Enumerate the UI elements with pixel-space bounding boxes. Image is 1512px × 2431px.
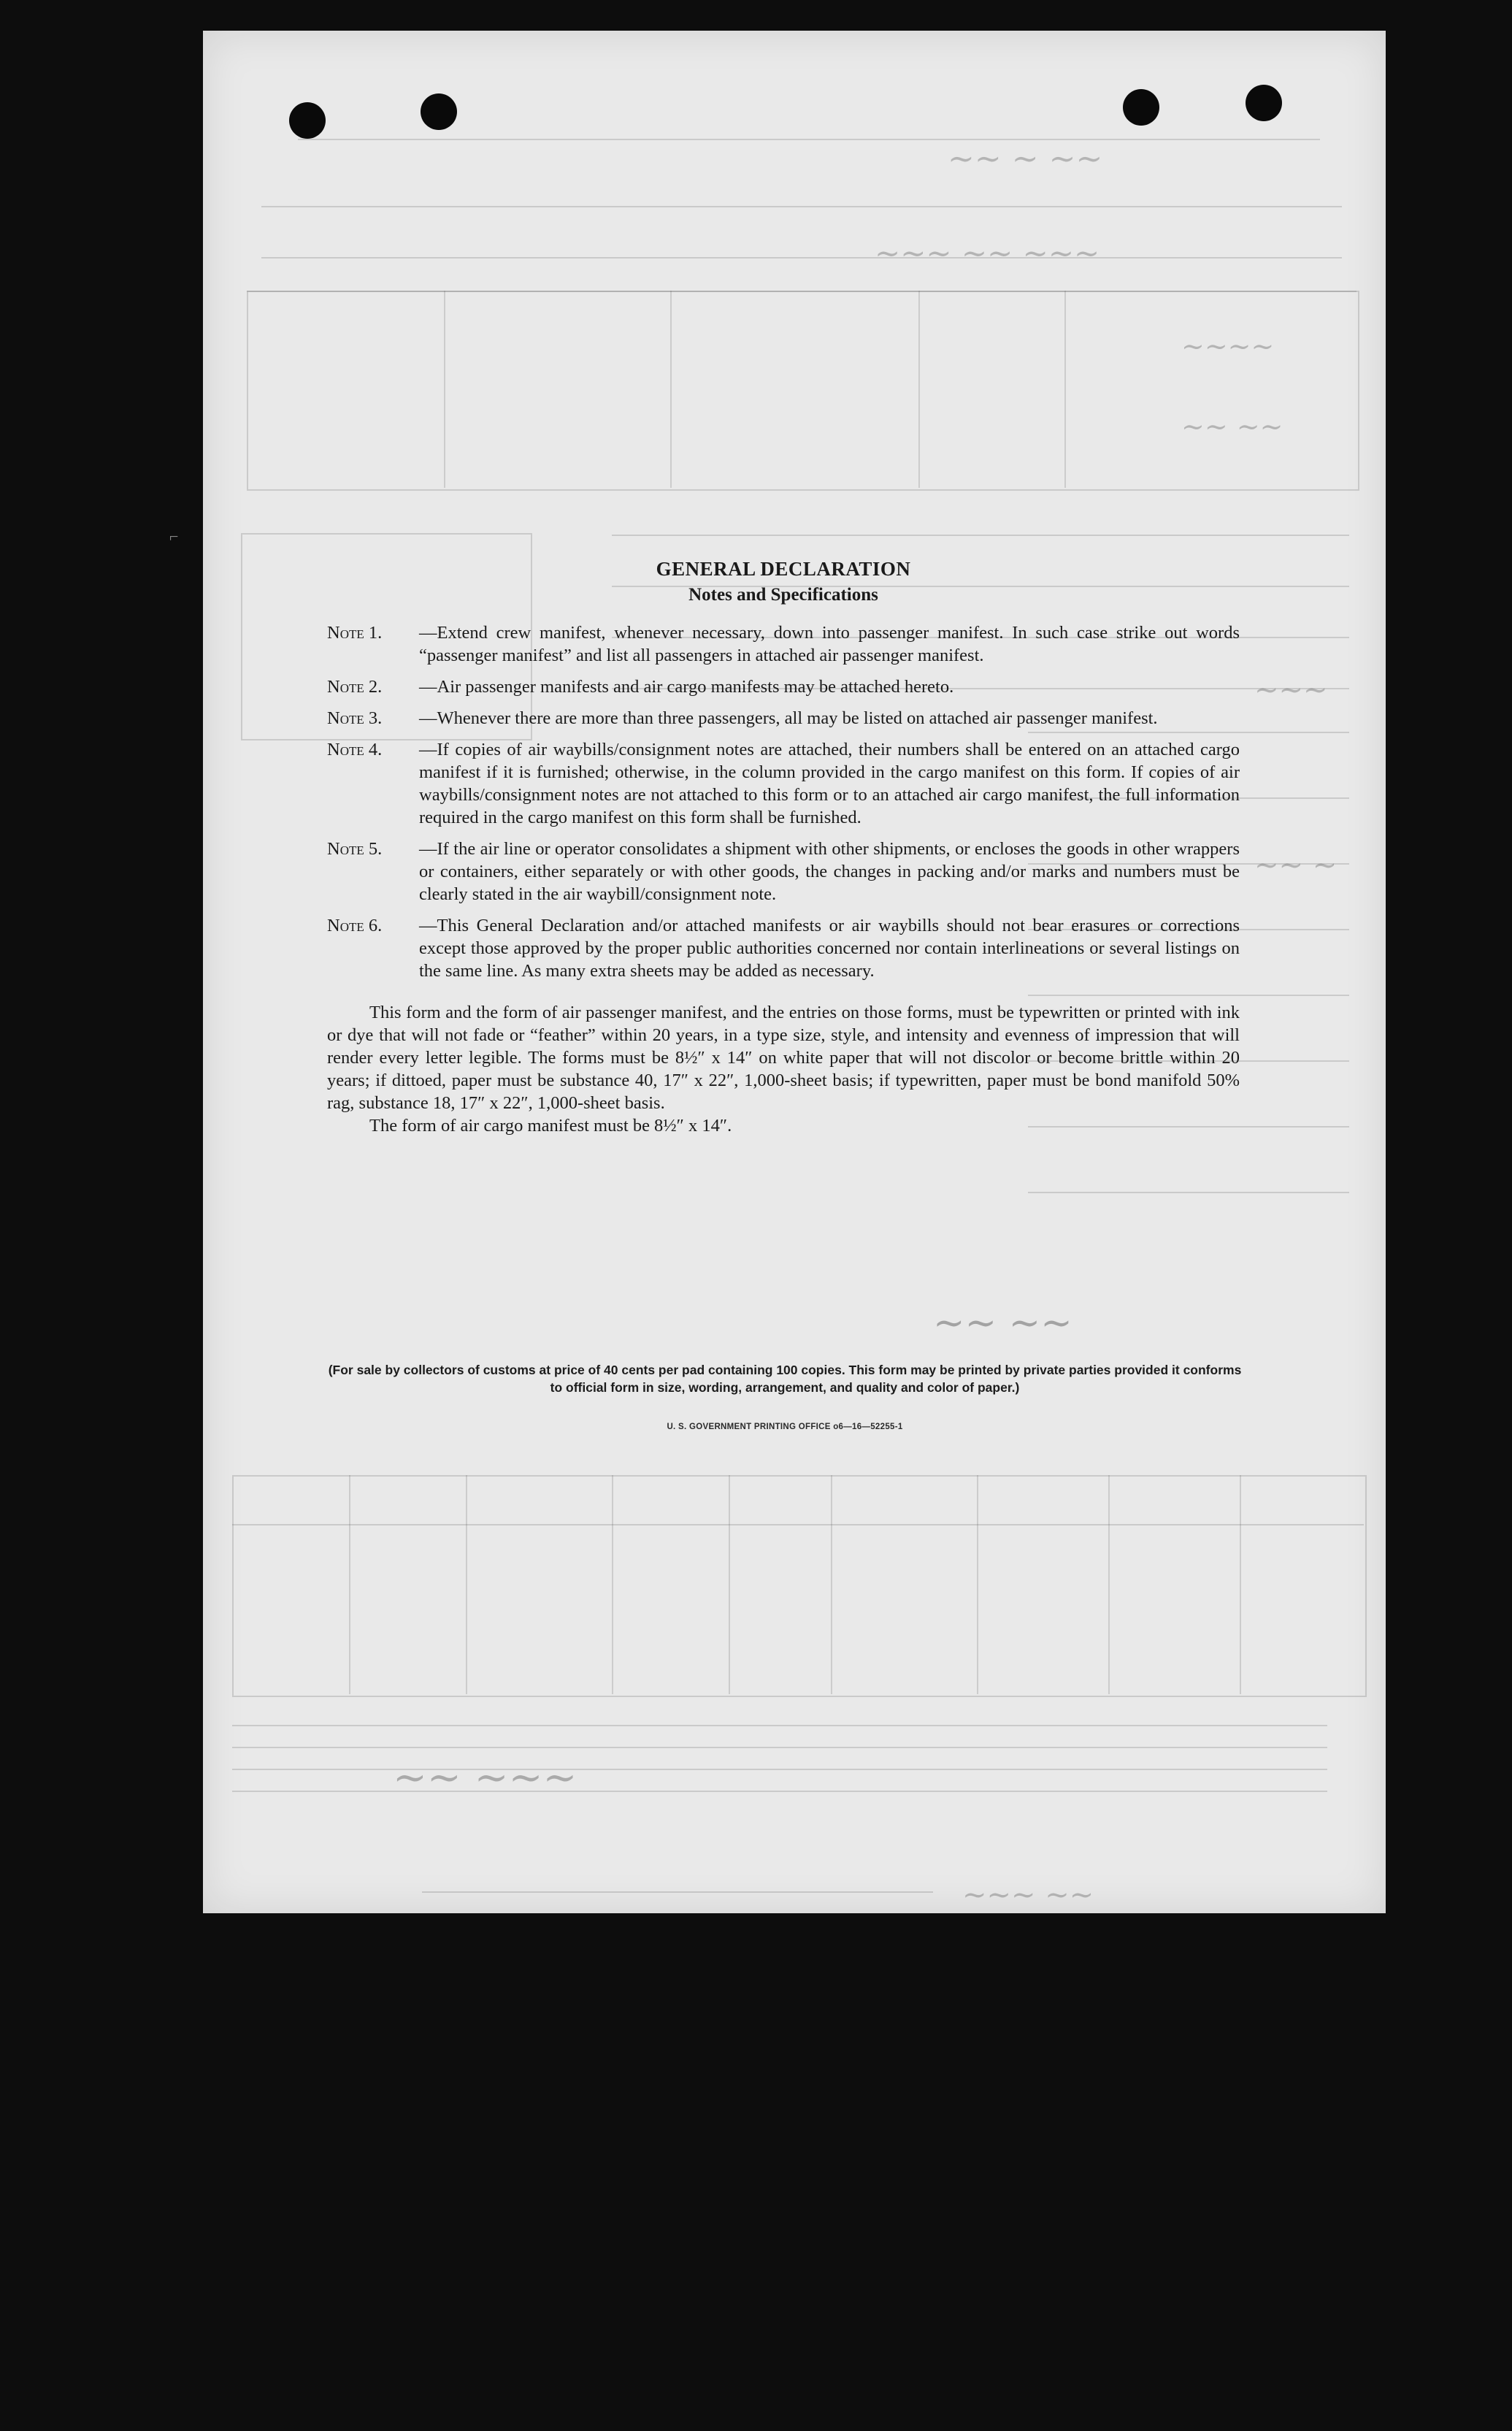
- punch-hole-right-1: [1123, 89, 1159, 126]
- note-text: —This General Declaration and/or attached manifests or air waybills should not bear erasures or corrections except those approved by the proper public authorities concerned nor contain interlineations or several listings on the same line. As many extra sheets may be added as necessary.: [419, 916, 1240, 981]
- note-label: Note 3.: [327, 708, 383, 728]
- note-5: [327, 838, 1240, 906]
- margin-mark: ⌐: [169, 527, 179, 545]
- cargo-manifest-size: The form of air cargo manifest must be 8½″ x 14″.: [369, 1116, 732, 1136]
- note-text: —If copies of air waybills/consignment notes are attached, their numbers shall be entered on an attached cargo manifest if it is furnished; otherwise, in the column provided in the cargo manifest on this form. If copies of air waybills/consignment notes are not attached to this form or to an attached air cargo manifest, the full information required in the cargo manifest on this form shall be furnished.: [419, 740, 1240, 827]
- note-label: Note 6.: [327, 916, 383, 935]
- note-label: Note 1.: [327, 623, 383, 643]
- declaration-heading: GENERAL DECLARATION: [656, 558, 911, 580]
- note-label: Note 2.: [327, 677, 383, 697]
- note-1: [327, 621, 1240, 667]
- note-text: —Extend crew manifest, whenever necessary, down into passenger manifest. In such case strike out words “passenger manifest” and list all passengers in attached air passenger manifest.: [419, 623, 1240, 665]
- note-3: [327, 707, 1240, 730]
- punch-hole-right-2: [1246, 85, 1282, 121]
- notes-section: [327, 558, 1240, 1137]
- form-sheet: ~~ ~ ~~ ~~~ ~~ ~~~ ~~~~ ~~ ~~ ~~~ ~~ ~ ~~ ~~ ~~ ~~~ ~~~ ~~ GENERAL DECLARATION Notes and Specifications Note 1. —Extend crew manifest, whenever necessary, down into passenger manifest. In such case strike out words “passenger manifest” and list all passengers in attached air passenger manifest. Note 2. —Air passenger manifests and air cargo manifests may be attached hereto. Note 3. —Whenever there are more than three passengers, all may be listed on attached air passenger manifest. Note 4. —If copies of air waybills/consignment notes are attached, their numbers shall be entered on an attached cargo manifest if it is furnished; otherwise, in the column provided in the cargo manifest on this form. If copies of air waybills/consignment notes are not attached to this form or to an attached air cargo manifest, the full information required in the cargo manifest on this form shall be furnished. Note 5. —If the air line or operator consolidates a shipment with other shipments, or encloses the goods in other wrappers or containers, either separately or with other goods, the changes in packing and/or marks and numbers must be clearly stated in the air waybill/consignment note. Note 6. —This General Declaration and/or attached manifests or air waybills should not bear erasures or corrections except those approved by the proper public authorities concerned nor contain interlineations or several listings on the same line. As many extra sheets may be added as necessary. This form and the form of air passenger manifest, and the entries on those forms, must be typewritten or printed with ink or dye that will not fade or “feather” within 20 years, in a type size, style, and intensity and evenness of impression that will render every letter legible. The forms must be 8½″ x 14″ on white paper that will not discolor or become brittle within 20 years; if dittoed, paper must be substance 40, 17″ x 22″, 1,000-sheet basis; if typewritten, paper must be bond manifold 50% rag, substance 18, 17″ x 22″, 1,000-sheet basis. The form of air cargo manifest must be 8½″ x 14″. (For sale by collectors of customs at price of 40 cents per pad containing 100 copies. This form may be printed by private parties provided it conforms to official form in size, wording, arrangement, and quality and color of paper.) U. S. GOVERNMENT PRINTING OFFICE o6—16—52255-1: [203, 31, 1386, 1913]
- note-text: —Whenever there are more than three passengers, all may be listed on attached air passenger manifest.: [419, 708, 1158, 728]
- punch-hole-left-2: [421, 93, 457, 130]
- punch-hole-left-1: [289, 102, 326, 139]
- form-specification: This form and the form of air passenger manifest, and the entries on those forms, must be typewritten or printed with ink or dye that will not fade or “feather” within 20 years, in a type size, style, and intensity and evenness of impression that will render every letter legible. The forms must be 8½″ x 14″ on white paper that will not discolor or become brittle within 20 years; if dittoed, paper must be substance 40, 17″ x 22″, 1,000-sheet basis; if typewritten, paper must be bond manifold 50% rag, substance 18, 17″ x 22″, 1,000-sheet basis.: [327, 1003, 1240, 1113]
- note-text: —If the air line or operator consolidates a shipment with other shipments, or encloses the goods in other wrappers or containers, either separately or with other goods, the changes in packing and/or marks and numbers must be clearly stated in the air waybill/consignment note.: [419, 839, 1240, 904]
- printer-imprint: U. S. GOVERNMENT PRINTING OFFICE o6—16—52255-1: [667, 1423, 903, 1431]
- note-label: Note 4.: [327, 740, 383, 759]
- note-4: [327, 738, 1240, 829]
- notes-subheading: Notes and Specifications: [688, 585, 878, 605]
- note-label: Note 5.: [327, 839, 383, 859]
- note-6: [327, 914, 1240, 982]
- note-2: [327, 675, 1240, 698]
- sale-notice: (For sale by collectors of customs at price of 40 cents per pad containing 100 copies. This form may be printed by private parties provided it conforms to official form in size, wording, arrangement, and quality and color of paper.): [328, 1363, 1242, 1395]
- note-text: —Air passenger manifests and air cargo manifests may be attached hereto.: [419, 677, 954, 697]
